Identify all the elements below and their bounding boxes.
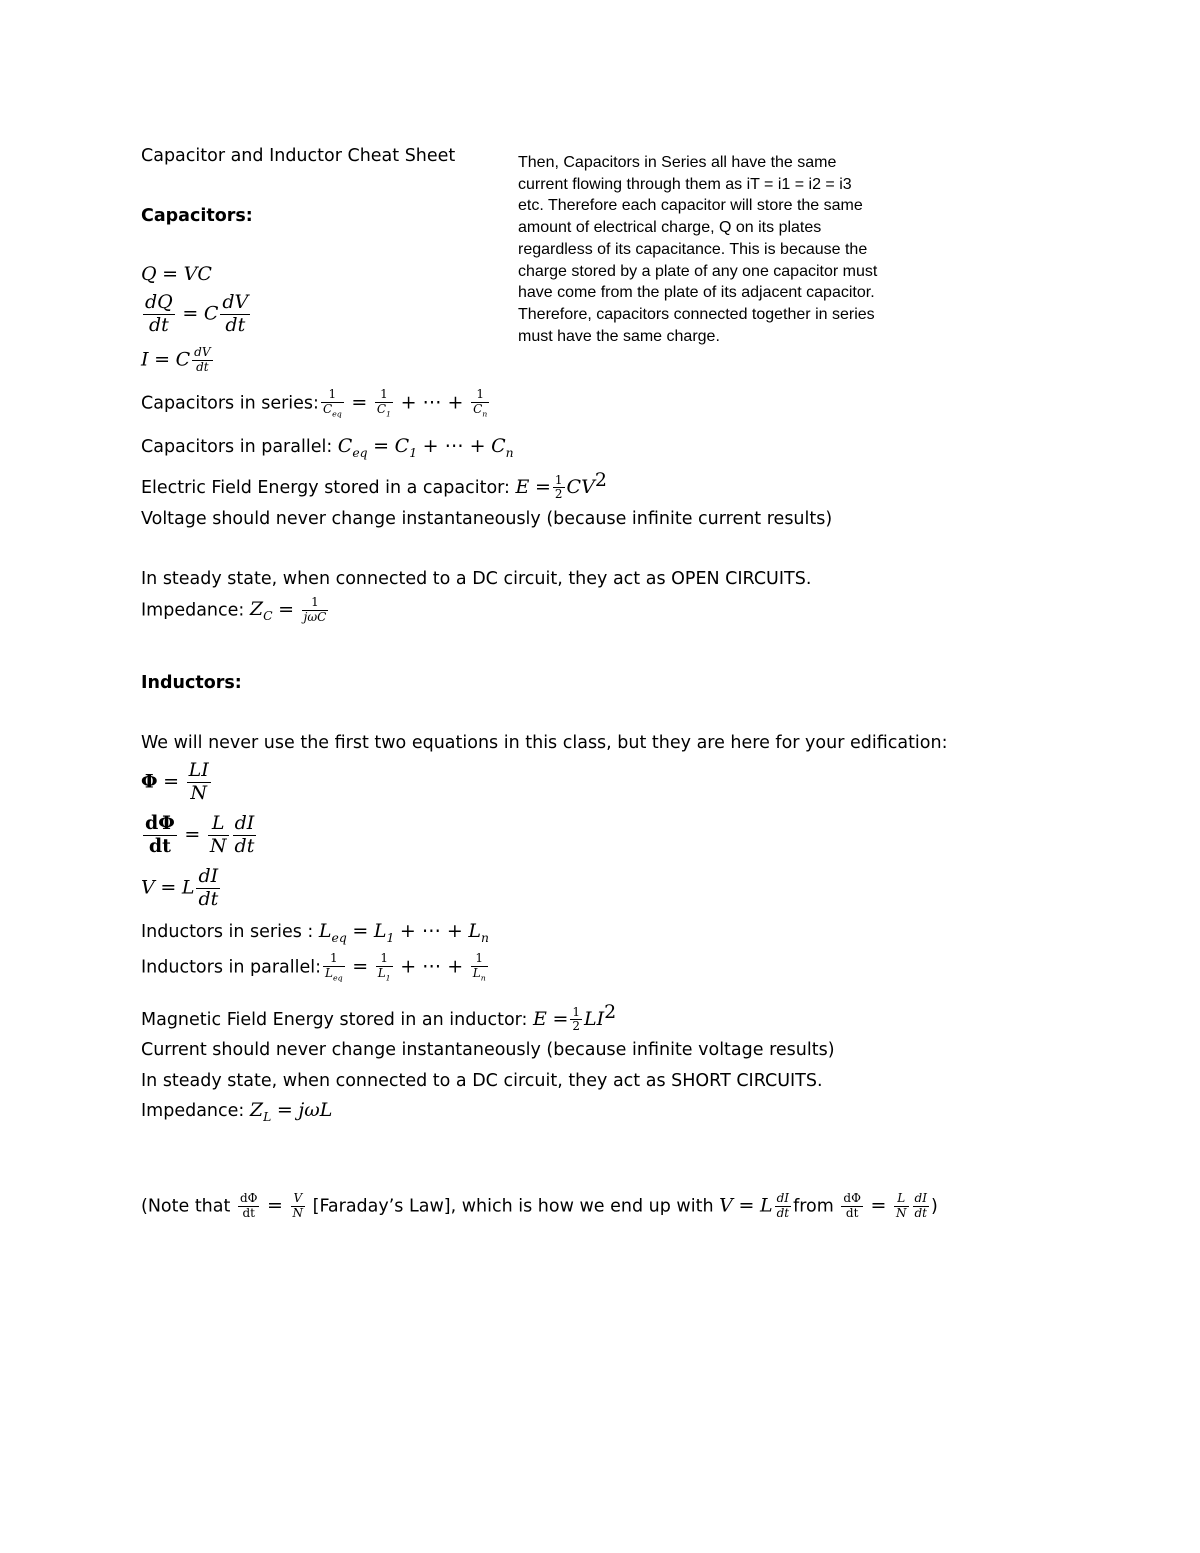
faraday-note: (Note that $\frac{d\Phi}{dt}$ = $\frac{V}{N}$ [Faraday’s Law], which is how we end up with V = L $\frac{dI}{dt}$ from $\frac{d\Phi}{dt}$ = $\frac{L}{N}$ $\frac{dI}{dt}$ ) bbox=[141, 1191, 938, 1220]
inductor-impedance: Impedance: $Z_L = j\omega L$ bbox=[141, 1099, 333, 1124]
inductors-heading: Inductors: bbox=[141, 673, 242, 693]
capacitors-series: Capacitors in series: $\frac{1}{C_{eq}}$ = $\frac{1}{C_1}$ + ⋯ + $\frac{1}{C_n}$ bbox=[141, 387, 488, 419]
inductor-energy: Magnetic Field Energy stored in an inductor: E = $\frac{1}{2}$ $LI^2$ bbox=[141, 1001, 617, 1034]
inductors-parallel-label: Inductors in parallel: bbox=[141, 957, 322, 978]
page-title: Capacitor and Inductor Cheat Sheet bbox=[141, 146, 456, 166]
capacitors-heading: Capacitors: bbox=[141, 206, 253, 226]
equation-q-vc: Q = VC bbox=[141, 263, 212, 285]
capacitors-series-label: Capacitors in series: bbox=[141, 393, 319, 414]
side-note-line: charge stored by a plate of any one capacitor must bbox=[518, 262, 878, 280]
capacitor-steady-state: In steady state, when connected to a DC circuit, they act as OPEN CIRCUITS. bbox=[141, 569, 812, 589]
capacitor-impedance: Impedance: $Z_C$ = $\frac{1}{\text{jωC}}$ bbox=[141, 595, 327, 624]
inductors-series-label: Inductors in series : bbox=[141, 922, 314, 942]
capacitor-energy-label: Electric Field Energy stored in a capacitor: bbox=[141, 477, 510, 498]
faraday-note-text: [Faraday’s Law], which is how we end up with bbox=[312, 1196, 714, 1217]
capacitors-parallel-label: Capacitors in parallel: bbox=[141, 437, 333, 457]
capacitors-parallel: Capacitors in parallel: $C_{eq} = C_1$ + ⋯ + $C_n$ bbox=[141, 435, 514, 460]
equation-voltage: V = L $\frac{dI}{dt}$ bbox=[141, 865, 219, 910]
equation-flux: Φ = $\frac{LI}{N}$ bbox=[141, 759, 209, 804]
side-note-line: Therefore, capacitors connected together in series bbox=[518, 305, 875, 323]
side-note-line: amount of electrical charge, Q on its plates bbox=[518, 219, 822, 237]
series-capacitor-note bbox=[518, 152, 938, 347]
side-note-line: must have the same charge. bbox=[518, 327, 720, 345]
faraday-note-open: (Note that bbox=[141, 1196, 231, 1217]
capacitor-impedance-label: Impedance: bbox=[141, 600, 245, 621]
side-note-line: regardless of its capacitance. This is because the bbox=[518, 240, 868, 258]
side-note-line: etc. Therefore each capacitor will store the same bbox=[518, 197, 863, 215]
current-note: Current should never change instantaneously (because infinite voltage results) bbox=[141, 1040, 835, 1060]
side-note-line: Then, Capacitors in Series all have the same bbox=[518, 154, 837, 171]
equation-current: I = C $\frac{dV}{dt}$ bbox=[141, 345, 211, 374]
inductors-parallel: Inductors in parallel: $\frac{1}{L_{eq}}$ = $\frac{1}{L_1}$ + ⋯ + $\frac{1}{L_n}$ bbox=[141, 951, 486, 983]
equation-dflux-dt: $\frac{d\Phi}{dt}$ = $\frac{L}{N}$ $\frac{dI}{dt}$ bbox=[145, 812, 255, 857]
faraday-note-from: from bbox=[793, 1196, 834, 1217]
side-note-line: have come from the plate of its adjacent capacitor. bbox=[518, 284, 875, 302]
faraday-note-close: ) bbox=[931, 1196, 938, 1217]
inductors-intro: We will never use the first two equations in this class, but they are here for your edification: bbox=[141, 733, 948, 753]
side-note-line: current flowing through them as iT = i1 = i2 = i3 bbox=[518, 175, 852, 193]
equation-dq-dt: $\frac{dQ}{dt}$ = C $\frac{dV}{dt}$ bbox=[145, 291, 249, 336]
inductor-energy-label: Magnetic Field Energy stored in an inductor: bbox=[141, 1009, 528, 1030]
inductors-series: Inductors in series : $L_{eq} = L_1$ + ⋯ + $L_n$ bbox=[141, 920, 489, 945]
voltage-note: Voltage should never change instantaneously (because infinite current results) bbox=[141, 509, 833, 529]
inductor-impedance-label: Impedance: bbox=[141, 1101, 245, 1121]
capacitor-energy: Electric Field Energy stored in a capacitor: E = $\frac{1}{2}$ $CV^2$ bbox=[141, 469, 607, 502]
inductor-steady-state: In steady state, when connected to a DC circuit, they act as SHORT CIRCUITS. bbox=[141, 1071, 823, 1091]
